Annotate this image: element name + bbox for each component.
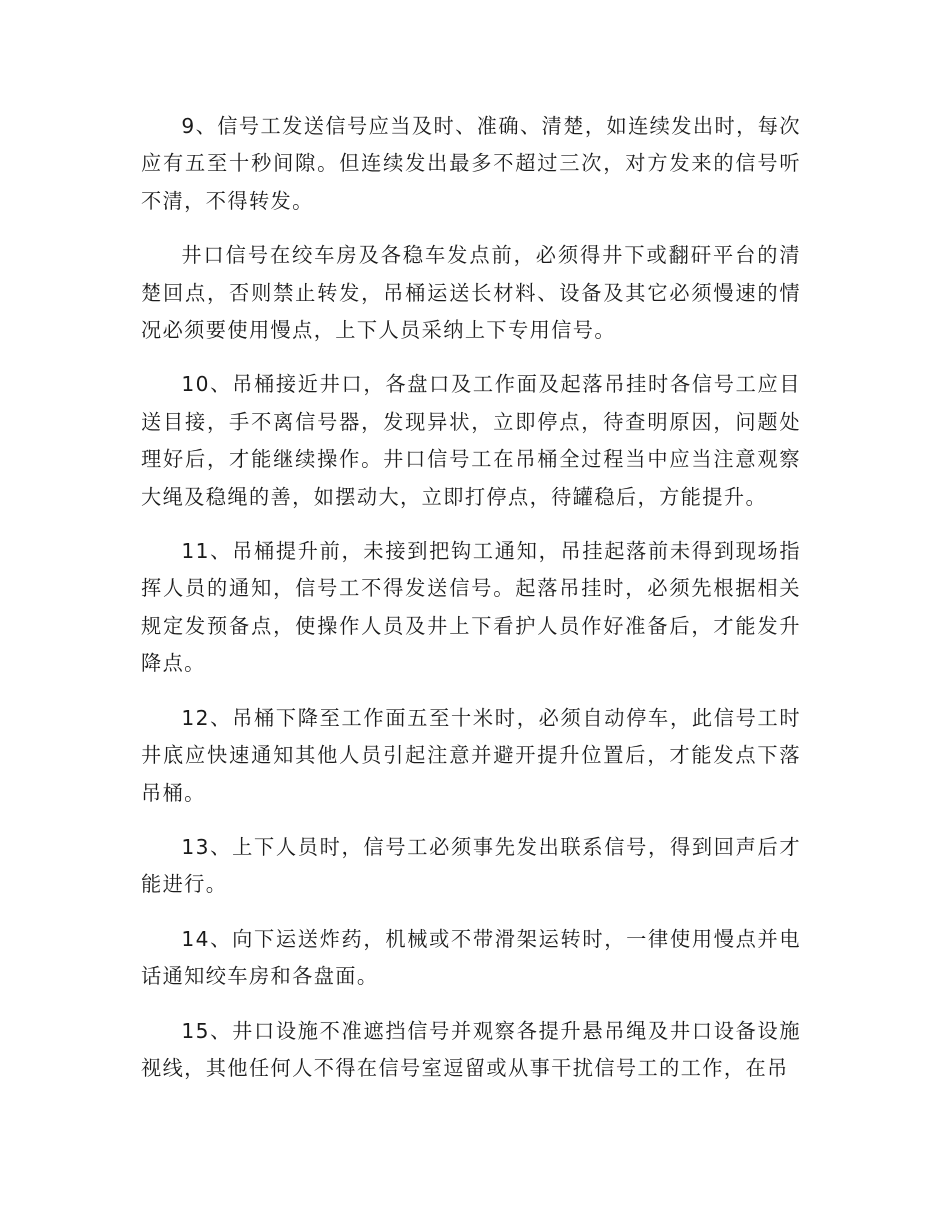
paragraph-rule-13: 13、上下人员时，信号工必须事先发出联系信号，得到回声后才能进行。 bbox=[141, 834, 801, 897]
paragraph-rule-9: 9、信号工发送信号应当及时、准确、清楚，如连续发出时，每次应有五至十秒间隙。但连续发出最多不超过三次，对方发来的信号听不清，不得转发。 bbox=[141, 114, 801, 213]
paragraph-rule-15: 15、井口设施不准遮挡信号并观察各提升悬吊绳及井口设备设施视线，其他任何人不得在信号室逗留或从事干扰信号工的工作，在吊 bbox=[141, 1018, 801, 1080]
document-body bbox=[141, 108, 801, 1104]
paragraph-rule-14: 14、向下运送炸药，机械或不带滑架运转时，一律使用慢点并电话通知绞车房和各盘面。 bbox=[141, 926, 801, 989]
paragraph-shaft-signal: 井口信号在绞车房及各稳车发点前，必须得井下或翻矸平台的清楚回点，否则禁止转发，吊桶运送长材料、设备及其它必须慢速的情况必须要使用慢点，上下人员采纳上下专用信号。 bbox=[141, 243, 801, 343]
paragraph-rule-12: 12、吊桶下降至工作面五至十米时，必须自动停车，此信号工时井底应快速通知其他人员引起注意并避开提升位置后，才能发点下落吊桶。 bbox=[141, 705, 801, 805]
paragraph-rule-11: 11、吊桶提升前，未接到把钩工通知，吊挂起落前未得到现场指挥人员的通知，信号工不得发送信号。起落吊挂时，必须先根据相关规定发预备点，使操作人员及井上下看护人员作好准备后，才能发升降点。 bbox=[141, 539, 801, 676]
paragraph-rule-10: 10、吊桶接近井口，各盘口及工作面及起落吊挂时各信号工应目送目接，手不离信号器，发现异状，立即停点，待查明原因，问题处理好后，才能继续操作。井口信号工在吊桶全过程当中应当注意观察大绳及稳绳的善，如摆动大，立即打停点，待罐稳后，方能提升。 bbox=[141, 372, 801, 509]
